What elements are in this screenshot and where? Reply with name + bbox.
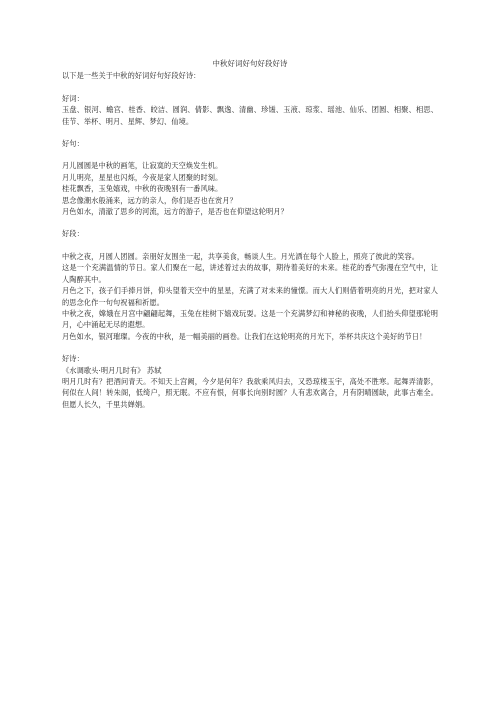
spacer: [62, 240, 438, 251]
sentence-item: 月儿明亮，星星也闪烁，今夜是家人团聚的时刻。: [62, 172, 223, 182]
paragraph-item: 月色之下，孩子们手捧月饼，仰头望着天空中的星星，充满了对未来的憧憬。而大人们则借着明亮的月光，把对家人的思念化作一句句祝福和祈愿。: [62, 286, 438, 307]
paragraph-item: 这是一个充满温情的节日。家人们聚在一起，讲述着过去的故事，期待着美好的未来。桂花的香气弥漫在空气中，让人陶醉其中。: [62, 263, 438, 284]
paragraph-item: 中秋之夜，月圆人团圆。亲朋好友围坐一起，共享美食，畅谈人生。月光洒在每个人脸上，照亮了彼此的笑容。: [62, 251, 420, 261]
intro-text: 以下是一些关于中秋的好词好句好段好诗：: [62, 71, 201, 81]
spacer: [62, 342, 438, 353]
poem-text: 明月几时有？把酒问青天。不知天上宫阙，今夕是何年？我欲乘风归去，又恐琼楼玉宇，高处不胜寒。起舞弄清影，何似在人间！转朱阁，低绮户，照无眠。不应有恨，何事长向别时圆？人有悲欢离合，月有阴晴圆缺，此事古难全。但愿人长久，千里共婵娟。: [62, 376, 438, 409]
paragraph-item: 月色如水，银河璀璨。今夜的中秋，是一幅美丽的画卷。让我们在这轮明亮的月光下，举杯共庆这个美好的节日！: [62, 331, 427, 341]
document-page: [62, 58, 438, 410]
spacer: [62, 82, 438, 93]
sentence-item: 思念像潮水般涌来，远方的亲人，你们是否也在赏月？: [62, 195, 237, 205]
sentences-heading: 好句：: [62, 139, 84, 149]
paragraphs-heading: 好段：: [62, 229, 84, 239]
spacer: [62, 217, 438, 228]
words-heading: 好词：: [62, 93, 84, 103]
document-title: 中秋好词好句好段好诗: [212, 59, 288, 68]
poems-heading: 好诗：: [62, 354, 84, 364]
spacer: [62, 149, 438, 160]
sentence-item: 桂花飘香，玉兔嬉戏，中秋的夜晚别有一番风味。: [62, 184, 223, 194]
sentence-item: 月色如水，清澈了思乡的河流，远方的游子，是否也在仰望这轮明月？: [62, 207, 288, 217]
poem-title: 《水调歌头·明月几时有》 苏轼: [62, 365, 162, 375]
sentence-item: 月儿圆圆是中秋的画笔，让寂寞的天空焕发生机。: [62, 161, 223, 171]
spacer: [62, 127, 438, 138]
paragraph-item: 中秋之夜，嫦娥在月宫中翩翩起舞，玉兔在桂树下嬉戏玩耍。这是一个充满梦幻和神秘的夜晚，人们抬头仰望那轮明月，心中涌起无尽的遐想。: [62, 308, 438, 330]
words-text: 玉盘、银河、蟾宫、桂香、皎洁、圆润、倩影、飘逸、清幽、珍馐、玉液、琼浆、瑶池、仙乐、团圆、相聚、相思、佳节、举杯、明月、星辉、梦幻、仙境。: [62, 105, 438, 126]
